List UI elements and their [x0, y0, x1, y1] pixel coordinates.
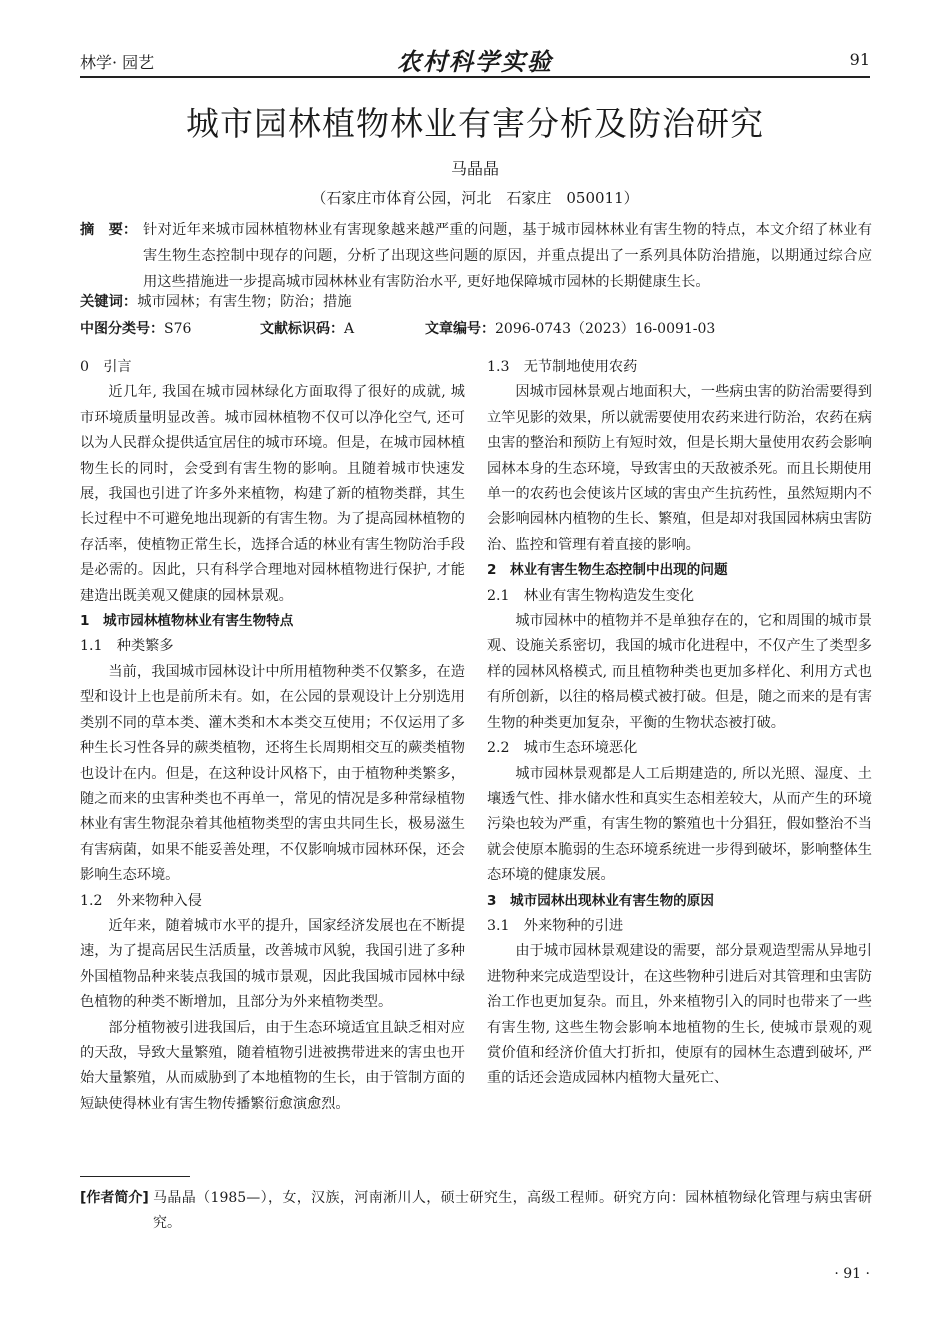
- footnote-label: [作者简介]: [80, 1190, 149, 1206]
- paragraph: 当前，我国城市园林设计中所用植物种类不仅繁多，在造型和设计上也是前所未有。如，在公园的景观设计上分别选用类别不同的草本类、灌木类和木本类交互使用；不仅运用了多种生长习性各异的蕨类植物，还将生长周期相交互的蕨类植物也设计在内。但是，在这种设计风格下，由于植物种类繁多，随之而来的虫害种类也不再单一，常见的情况是多种常绿植物林业有害生物混杂着其他植物类型的害虫共同生长，极易滋生有害病菌，如果不能妥善处理，不仅影响城市园林环保，还会影响生态环境。: [80, 663, 465, 884]
- paragraph: 近年来，随着城市水平的提升，国家经济发展也在不断提速，为了提高居民生活质量，改善城市风貌，我国引进了多种外国植物品种来装点我国的城市景观，因此我国城市园林中绿色植物的种类不断增加，且部分为外来植物类型。: [80, 917, 465, 1011]
- abstract-text: 针对近年来城市园林植物林业有害现象越来越严重的问题，基于城市园林林业有害生物的特点，本文介绍了林业有害生物生态控制中现存的问题，分析了出现这些问题的原因，并重点提出了一系列具体防治措施，以期通过综合应用这些措施进一步提高城市园林林业有害防治水平, 更好地保障城市园林的长期健康生长。: [143, 222, 872, 290]
- paragraph: 城市园林景观都是人工后期建造的, 所以光照、湿度、土壤透气性、排水储水性和真实生态相差较大，从而产生的环境污染也较为严重，有害生物的繁殖也十分猖狂，假如整治不当就会使原本脆弱的生态环境系统进一步得到破坏，影响整体生态环境的健康发展。: [487, 765, 872, 884]
- keywords: [80, 291, 352, 311]
- paper-author: 马晶晶: [450, 159, 499, 178]
- right-column: [487, 355, 872, 1092]
- paper-title: 城市园林植物林业有害分析及防治研究: [186, 104, 764, 143]
- paragraph: 由于城市园林景观建设的需要，部分景观造型需从异地引进物种来完成造型设计，在这些物种引进后对其管理和虫害防治工作也更加复杂。而且，外来植物引入的同时也带来了一些有害生物, 这些生物会影响本地植物的生长, 使城市景观的观赏价值和经济价值大打折扣，使原有的园林生态遭到破坏, 严重的话还会造成园林内植物大量死亡、: [487, 943, 872, 1087]
- subsection-heading: 1.2 外来物种入侵: [80, 892, 202, 909]
- header-page-number: 91: [849, 50, 870, 69]
- paragraph: 部分植物被引进我国后，由于生态环境适宜且缺乏相对应的天敌，导致大量繁殖，随着植物引进被携带进来的害虫也开始大量繁殖，从而威胁到了本地植物的生长，由于管制方面的短缺使得林业有害生物传播繁衍愈演愈烈。: [80, 1019, 465, 1112]
- subsection-heading: 1.1 种类繁多: [80, 638, 174, 655]
- abstract-label: 摘 要：: [80, 222, 138, 238]
- keywords-text: 城市园林；有害生物；防治；措施: [137, 294, 352, 310]
- running-header: [80, 42, 870, 78]
- paragraph: 城市园林中的植物并不是单独存在的，它和周围的城市景观、设施关系密切，我国的城市化进程中，不仅产生了类型多样的园林风格模式, 而且植物种类也更加多样化、利用方式也有所创新，以往的格局模式被打破。但是，随之而来的是有害生物的种类更加复杂，平衡的生物状态被打破。: [487, 613, 872, 731]
- document-code: 文献标识码：A: [260, 321, 355, 337]
- section-heading: 2 林业有害生物生态控制中出现的问题: [487, 562, 728, 579]
- footnote-text: 马晶晶（1985—），女，汉族，河南淅川人，硕士研究生，高级工程师。研究方向：园林植物绿化管理与病虫害研究。: [153, 1190, 872, 1231]
- header-rule: [80, 76, 870, 78]
- paper-affiliation: （石家庄市体育公园，河北 石家庄 050011）: [311, 189, 639, 207]
- header-journal-logo: 农村科学实验: [397, 47, 553, 76]
- clc-number: 中图分类号：S76: [80, 321, 192, 337]
- subsection-heading: 2.1 林业有害生物构造发生变化: [487, 587, 695, 604]
- footnote-rule: [80, 1176, 190, 1177]
- paragraph: 近几年, 我国在城市园林绿化方面取得了很好的成就, 城市环境质量明显改善。城市园林植物不仅可以净化空气, 还可以为人民群众提供适宜居住的城市环境。但是，在城市园林植物生长的同时，会受到有害生物的影响。且随着城市快速发展，我国也引进了许多外来植物，构建了新的植物类群，其生长过程中不可避免地出现新的有害生物。为了提高园林植物的存活率，使植物正常生长，选择合适的林业有害生物防治手段是必需的。因此，只有科学合理地对园林植物进行保护, 才能建造出既美观又健康的园林景观。: [80, 384, 465, 604]
- subsection-heading: 2.2 城市生态环境恶化: [487, 740, 638, 757]
- keywords-label: 关键词：: [80, 294, 138, 310]
- subsection-heading: 1.3 无节制地使用农药: [487, 359, 638, 375]
- section-heading: 1 城市园林植物林业有害生物特点: [80, 613, 294, 630]
- abstract: [80, 217, 872, 295]
- section-heading: 0 引言: [80, 359, 132, 375]
- section-heading: 3 城市园林出现林业有害生物的原因: [487, 892, 714, 909]
- header-section: 林学· 园艺: [80, 53, 155, 72]
- left-column: [80, 355, 465, 1117]
- footer-page-number: · 91 ·: [834, 1266, 870, 1282]
- article-number: 文章编号：2096-0743（2023）16-0091-03: [425, 321, 716, 337]
- subsection-heading: 3.1 外来物种的引进: [487, 917, 624, 934]
- author-footnote: [80, 1186, 872, 1236]
- paragraph: 因城市园林景观占地面积大，一些病虫害的防治需要得到立竿见影的效果，所以就需要使用农药来进行防治，农药在病虫害的整治和预防上有短时效，但是长期大量使用农药会影响园林本身的生态环境，导致害虫的天敌被杀死。而且长期使用单一的农药也会使该片区域的害虫产生抗药性，虽然短期内不会影响园林内植物的生长、繁殖，但是却对我国园林病虫害防治、监控和管理有着直接的影响。: [487, 384, 872, 553]
